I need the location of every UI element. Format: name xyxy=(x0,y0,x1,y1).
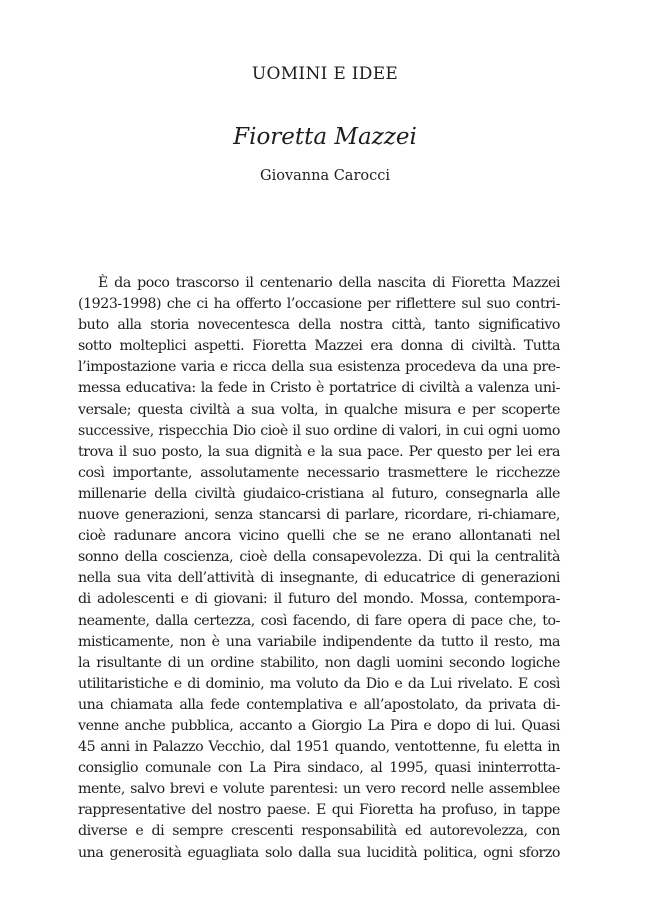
body-line: trova il suo posto, la sua dignità e la sua pace. Per questo per lei era xyxy=(78,443,560,460)
body-line: così importante, assolutamente necessario trasmettere le ricchezze xyxy=(78,464,560,481)
body-line: diverse e di sempre crescenti responsabilità ed autorevolezza, con xyxy=(78,823,560,840)
body-line: una chiamata alla fede contemplativa e all’apostolato, da privata di- xyxy=(78,696,560,713)
body-line: nuove generazioni, senza stancarsi di parlare, ricordare, ri-chiamare, xyxy=(78,507,560,524)
article-title: Fioretta Mazzei xyxy=(233,124,417,150)
body-line: versale; questa civiltà a sua volta, in qualche misura e per scoperte xyxy=(78,401,560,418)
body-line: la risultante di un ordine stabilito, non dagli uomini secondo logiche xyxy=(78,654,560,671)
body-line: messa educativa: la fede in Cristo è portatrice di civiltà a valenza uni- xyxy=(78,380,560,397)
body-line: rappresentative del nostro paese. E qui Fioretta ha profuso, in tappe xyxy=(78,802,560,819)
body-line: consiglio comunale con La Pira sindaco, al 1995, quasi ininterrotta- xyxy=(78,760,560,777)
author-name: Giovanna Carocci xyxy=(260,168,390,184)
body-line: una generosità eguagliata solo dalla sua lucidità politica, ogni sforzo xyxy=(78,844,560,861)
body-line: di adolescenti e di giovani: il futuro del mondo. Mossa, contempora- xyxy=(78,591,560,608)
body-line: l’impostazione varia e ricca della sua esistenza procedeva da una pre- xyxy=(78,359,560,376)
body-line: buto alla storia novecentesca della nostra città, tanto significativo xyxy=(78,317,560,334)
body-line: mente, salvo brevi e volute parentesi: un vero record nelle assemblee xyxy=(78,781,560,798)
body-line: nella sua vita dell’attività di insegnante, di educatrice di generazioni xyxy=(78,570,560,587)
body-line: È da poco trascorso il centenario della nascita di Fioretta Mazzei xyxy=(98,275,560,291)
body-line: successive, rispecchia Dio cioè il suo ordine di valori, in cui ogni uomo xyxy=(78,422,560,439)
body-line: millenarie della civiltà giudaico-cristiana al futuro, consegnarla alle xyxy=(78,485,560,502)
body-line: sotto molteplici aspetti. Fioretta Mazzei era donna di civiltà. Tutta xyxy=(78,338,560,355)
body-line: 45 anni in Palazzo Vecchio, dal 1951 quando, ventottenne, fu eletta in xyxy=(78,739,560,756)
body-line: sonno della coscienza, cioè della consapevolezza. Di qui la centralità xyxy=(78,549,560,566)
body-line: misticamente, non è una variabile indipendente da tutto il resto, ma xyxy=(78,633,560,650)
section-heading: UOMINI E IDEE xyxy=(251,64,399,84)
body-line: neamente, dalla certezza, così facendo, di fare opera di pace che, to- xyxy=(78,612,560,629)
body-line: venne anche pubblica, accanto a Giorgio La Pira e dopo di lui. Quasi xyxy=(78,717,560,734)
body-line: (1923-1998) che ci ha offerto l’occasione per riflettere sul suo contri- xyxy=(78,296,560,313)
article-body xyxy=(78,273,560,864)
body-line: cioè radunare ancora vicino quelli che se ne erano allontanati nel xyxy=(78,528,560,545)
body-line: utilitaristiche e di dominio, ma voluto da Dio e da Lui rivelato. E così xyxy=(78,675,560,692)
